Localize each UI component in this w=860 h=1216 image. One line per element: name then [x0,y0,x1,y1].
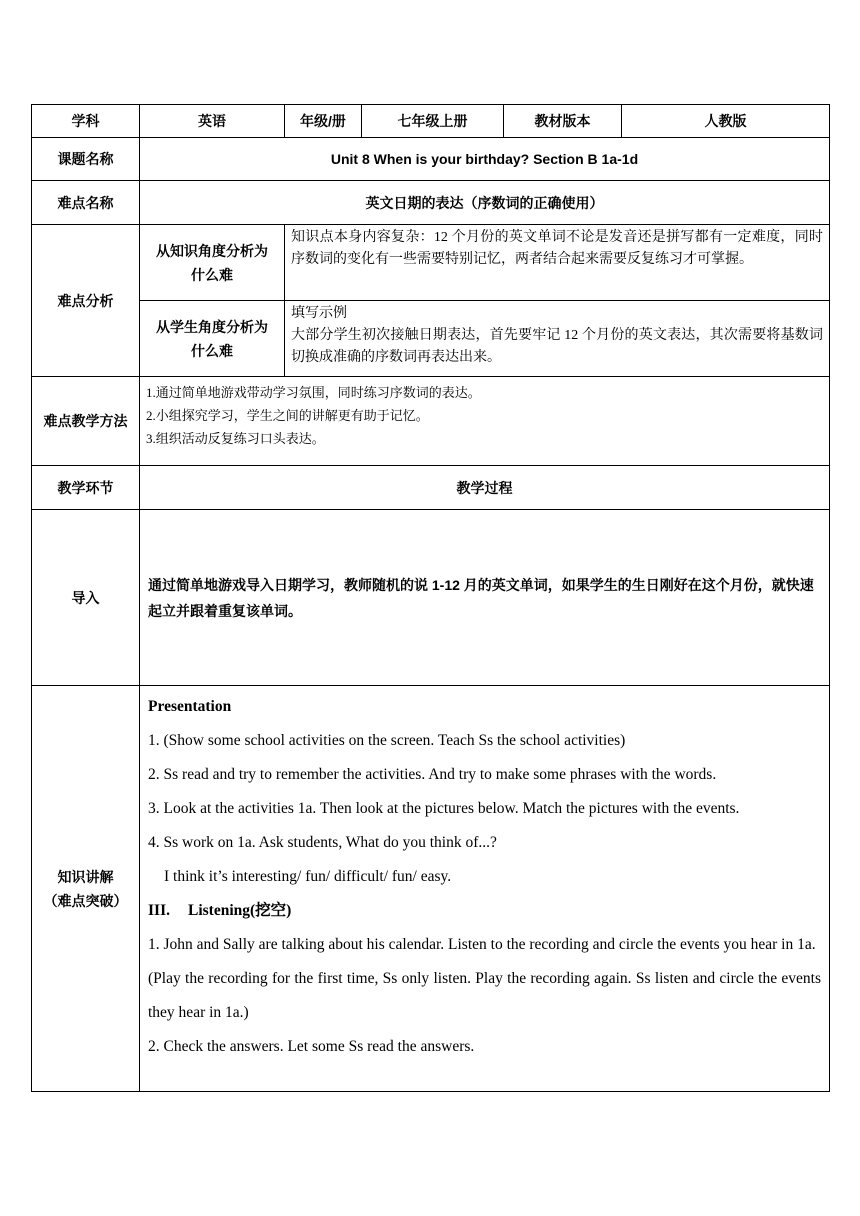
method-item: 3.组织活动反复练习口头表达。 [146,431,325,446]
lesson-row [32,138,830,181]
grade-value: 七年级上册 [362,105,504,138]
student-angle-label-line2: 什么难 [191,342,233,359]
knowledge-label [32,686,140,1092]
listening-number: III. [148,902,170,919]
student-angle-label [140,301,285,377]
process-header-row [32,466,830,510]
intro-text: 通过简单地游戏导入日期学习，教师随机的说 1-12 月的英文单词，如果学生的生日刚好在这个月份，就快速起立并跟着重复该单词。 [140,510,830,686]
intro-label: 导入 [32,510,140,686]
knowledge-label-line1: 知识讲解 [57,868,114,885]
knowledge-angle-text: 知识点本身内容复杂：12 个月份的英文单词不论是发音还是拼写都有一定难度，同时序数词的变化有一些需要特别记忆，两者结合起来需要反复练习才可掌握。 [285,225,830,301]
presentation-step: 3. Look at the activities 1a. Then look at the pictures below. Match the pictures with the events. [148,800,740,817]
intro-row [32,510,830,686]
analysis-label: 难点分析 [32,225,140,377]
process-title: 教学过程 [140,466,830,510]
listening-heading [148,894,821,928]
knowledge-content [140,686,830,1092]
knowledge-angle-label-line1: 从知识角度分析为 [156,242,268,259]
presentation-step: 1. (Show some school activities on the screen. Teach Ss the school activities) [148,732,626,749]
method-row [32,377,830,466]
difficulty-title: 英文日期的表达（序数词的正确使用） [140,181,830,225]
student-angle-label-line1: 从学生角度分析为 [156,318,268,335]
header-row [32,105,830,138]
presentation-step: 2. Ss read and try to remember the activities. And try to make some phrases with the words. [148,766,717,783]
presentation-response: I think it’s interesting/ fun/ difficult/ fun/ easy. [164,868,452,885]
analysis-row-student [32,301,830,377]
edition-value: 人教版 [622,105,830,138]
method-list [140,377,830,466]
presentation-step: 4. Ss work on 1a. Ask students, What do you think of...? [148,834,497,851]
method-item: 1.通过简单地游戏带动学习氛围，同时练习序数词的表达。 [146,385,481,400]
analysis-row-knowledge [32,225,830,301]
edition-label: 教材版本 [504,105,622,138]
listening-step: 1. John and Sally are talking about his calendar. Listen to the recording and circle the events you hear in 1a. [148,936,816,953]
knowledge-row [32,686,830,1092]
listening-title: Listening(挖空) [188,902,292,919]
student-angle-text: 大部分学生初次接触日期表达，首先要牢记 12 个月份的英文表达，其次需要将基数词切换成准确的序数词再表达出来。 [291,328,823,365]
knowledge-label-line2: （难点突破） [43,892,128,909]
process-stage-label: 教学环节 [32,466,140,510]
method-label: 难点教学方法 [32,377,140,466]
lesson-plan-table [31,104,829,1092]
student-angle-hint: 填写示例 [291,306,347,321]
knowledge-angle-label-line2: 什么难 [191,266,233,283]
subject-value: 英语 [140,105,285,138]
listening-step: (Play the recording for the first time, Ss only listen. Play the recording again. Ss listen and circle the events they hear in 1a.) [148,970,821,1021]
listening-step: 2. Check the answers. Let some Ss read the answers. [148,1038,475,1055]
lesson-label: 课题名称 [32,138,140,181]
difficulty-row [32,181,830,225]
student-angle-cell [285,301,830,377]
lesson-title: Unit 8 When is your birthday? Section B 1a-1d [140,138,830,181]
knowledge-angle-label [140,225,285,301]
difficulty-label: 难点名称 [32,181,140,225]
presentation-title: Presentation [148,698,232,715]
subject-label: 学科 [32,105,140,138]
method-item: 2.小组探究学习，学生之间的讲解更有助于记忆。 [146,408,429,423]
grade-label: 年级/册 [285,105,362,138]
